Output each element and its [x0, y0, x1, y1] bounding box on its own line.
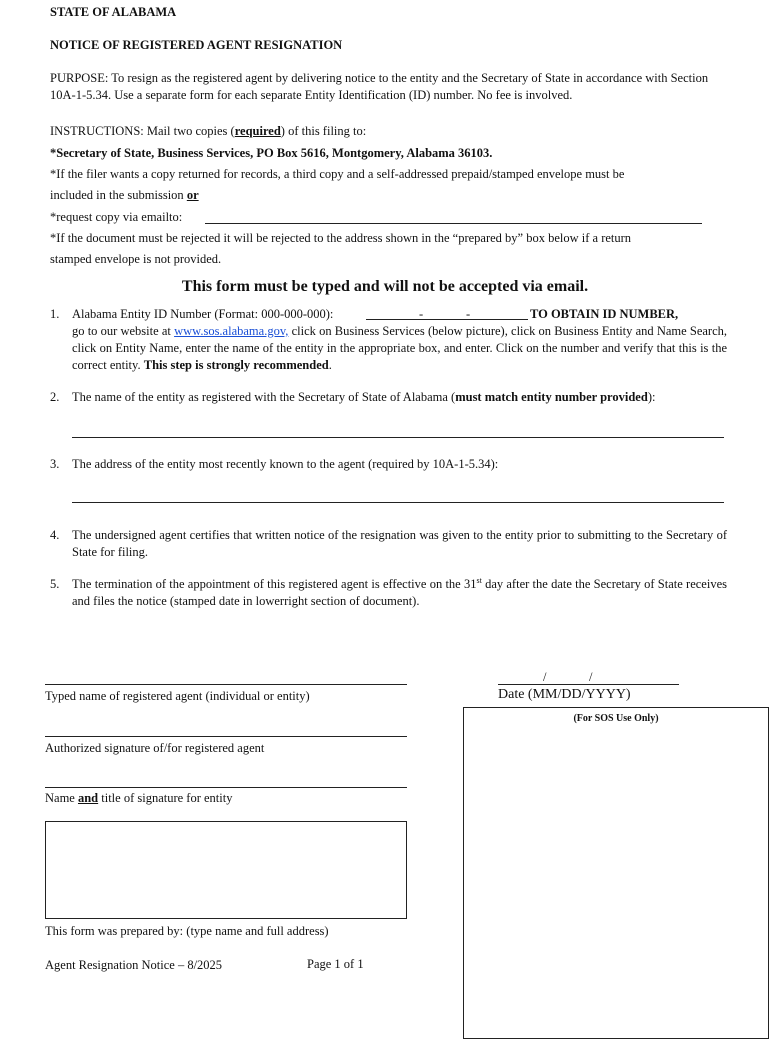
- item5-text: [72, 576, 727, 610]
- prepared-by-label: This form was prepared by: (type name and full address): [45, 924, 329, 938]
- entity-id-label: Alabama Entity ID Number (Format: 000-000-000):: [72, 307, 334, 321]
- item3-number: 3.: [50, 457, 60, 471]
- item5-number: 5.: [50, 577, 60, 591]
- item2-text-a: The name of the entity as registered with the Secretary of State of Alabama (: [72, 390, 456, 404]
- date-label: Date (MM/DD/YYYY): [498, 687, 631, 702]
- copy-instruction-line1: *If the filer wants a copy returned for records, a third copy and a self-addressed prepaid/stamped envelope must be: [50, 167, 625, 181]
- name-title-text-b: title of signature for entity: [98, 791, 233, 805]
- entity-id-field[interactable]: [366, 319, 528, 320]
- form-id-footer: Agent Resignation Notice – 8/2025: [45, 958, 223, 972]
- instructions-suffix: ) of this filing to:: [280, 124, 367, 138]
- mailing-address: *Secretary of State, Business Services, PO Box 5616, Montgomery, Alabama 36103.: [50, 146, 493, 160]
- authorized-signature-field[interactable]: [45, 736, 407, 737]
- date-slash-2: /: [589, 670, 593, 684]
- form-title: NOTICE OF REGISTERED AGENT RESIGNATION: [50, 38, 343, 52]
- email-label: *request copy via emailto:: [50, 210, 183, 224]
- item2-end: ):: [647, 390, 656, 404]
- typed-name-label: Typed name of registered agent (individual or entity): [45, 689, 310, 703]
- obtain-id-heading: TO OBTAIN ID NUMBER,: [530, 307, 679, 321]
- item1-text-a: go to our website at: [72, 324, 175, 338]
- entity-address-field[interactable]: [72, 502, 724, 503]
- item1-text: [72, 323, 727, 374]
- item3-text: The address of the entity most recently known to the agent (required by 10A-1-5.34):: [72, 457, 499, 471]
- entity-id-dash-2: -: [466, 307, 471, 321]
- or-word: or: [186, 188, 199, 202]
- name-title-label: [45, 790, 232, 807]
- prepared-by-box[interactable]: [45, 821, 407, 919]
- typed-notice: This form must be typed and will not be accepted via email.: [181, 278, 589, 295]
- typed-name-field[interactable]: [45, 684, 407, 685]
- email-field[interactable]: [205, 223, 702, 224]
- page-number: Page 1 of 1: [307, 957, 364, 971]
- authorized-signature-label: Authorized signature of/for registered agent: [45, 741, 265, 755]
- copy-instruction-text: included in the submission: [50, 188, 187, 202]
- sos-use-box: [463, 707, 769, 1039]
- sos-use-label: (For SOS Use Only): [573, 713, 659, 724]
- reject-line1: *If the document must be rejected it will be rejected to the address shown in the “prepared by” box below if a return: [50, 231, 632, 245]
- item2-text: [72, 389, 752, 406]
- name-title-field[interactable]: [45, 787, 407, 788]
- name-title-text-a: Name: [45, 791, 78, 805]
- item5-text-a: The termination of the appointment of this registered agent is effective on the 31: [72, 577, 477, 591]
- purpose-text: PURPOSE: To resign as the registered agent by delivering notice to the entity and the Secretary of State in accordance with Section 10A-1-5.34. Use a separate form for each separate Entity Identification (ID) number. No fee is involved.: [50, 71, 709, 102]
- entity-name-field[interactable]: [72, 437, 724, 438]
- item5-sup: st: [476, 575, 482, 585]
- date-slash-1: /: [543, 670, 547, 684]
- and-word: and: [77, 791, 99, 805]
- item1-number: 1.: [50, 307, 60, 321]
- recommend-text: This step is strongly recommended: [143, 357, 329, 372]
- item1-period: .: [328, 357, 332, 372]
- reject-line2: stamped envelope is not provided.: [50, 252, 222, 266]
- entity-id-dash-1: -: [419, 307, 424, 321]
- item2-number: 2.: [50, 390, 60, 404]
- item2-bold: must match entity number provided: [455, 390, 648, 404]
- sos-website-link[interactable]: www.sos.alabama.gov,: [174, 324, 289, 338]
- item1-text-b: click on Business Services (below picture), click on Business Entity and Name Search, click on Entity Name, enter the name of the entity in the appropriate box, and enter. Click on the number and verify that this is the correct entity.: [72, 324, 728, 372]
- item4-number: 4.: [50, 528, 60, 542]
- instructions-line: [50, 123, 730, 140]
- instructions-prefix: INSTRUCTIONS: Mail two copies (: [50, 124, 235, 138]
- copy-instruction-line2: [50, 187, 199, 204]
- item4-text: The undersigned agent certifies that written notice of the resignation was given to the entity prior to submitting to the Secretary of State for filing.: [72, 528, 727, 559]
- state-heading: STATE OF ALABAMA: [50, 5, 177, 19]
- required-word: required: [234, 124, 281, 138]
- item5-text-b: day after the date the Secretary of State receives and files the notice (stamped date in lowerright section of document).: [72, 577, 727, 608]
